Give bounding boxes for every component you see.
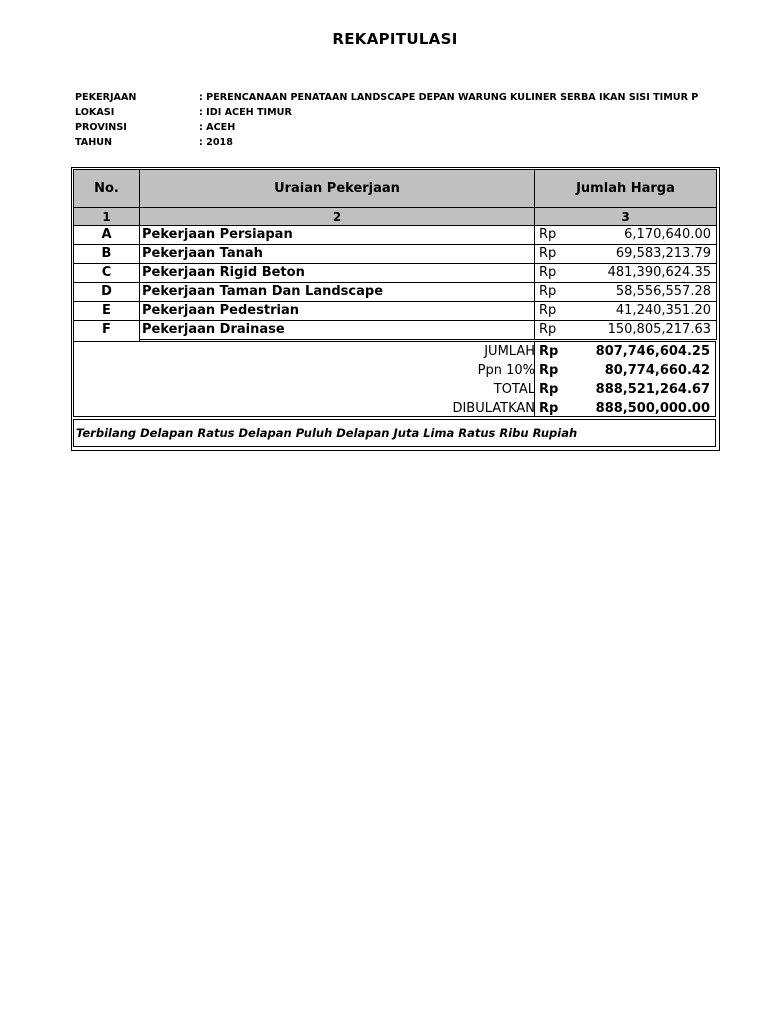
header-jumlah-harga: Jumlah Harga xyxy=(534,169,717,208)
row-amount: 69,583,213.79 xyxy=(615,246,711,261)
row-code: F xyxy=(73,320,140,341)
row-amount: 481,390,624.35 xyxy=(607,265,711,280)
header-no: No. xyxy=(73,169,140,208)
meta-value: : IDI ACEH TIMUR xyxy=(199,107,292,118)
meta-value: : 2018 xyxy=(199,137,233,148)
row-code: D xyxy=(73,282,140,302)
row-currency: Rp xyxy=(539,246,557,261)
row-code: A xyxy=(73,225,140,245)
row-amount-cell xyxy=(534,225,717,245)
row-currency: Rp xyxy=(539,227,557,242)
row-currency: Rp xyxy=(539,303,557,318)
row-item: Pekerjaan Rigid Beton xyxy=(139,263,535,283)
summary-label: DIBULATKAN xyxy=(452,401,535,416)
summary-label: JUMLAH xyxy=(484,344,535,359)
row-item: Pekerjaan Tanah xyxy=(139,244,535,264)
meta-key: TAHUN xyxy=(75,137,113,148)
meta-key: LOKASI xyxy=(75,107,115,118)
row-amount: 6,170,640.00 xyxy=(624,227,711,242)
row-currency: Rp xyxy=(539,284,557,299)
row-currency: Rp xyxy=(539,322,557,337)
row-amount: 41,240,351.20 xyxy=(615,303,711,318)
page-title: REKAPITULASI xyxy=(332,30,458,48)
row-code: B xyxy=(73,244,140,264)
row-item: Pekerjaan Drainase xyxy=(139,320,535,340)
summary-currency: Rp xyxy=(539,363,559,378)
summary-currency: Rp xyxy=(539,401,559,416)
row-currency: Rp xyxy=(539,265,557,280)
summary-row-jumlah xyxy=(74,342,715,361)
summary-label: Ppn 10% xyxy=(477,363,535,378)
column-number-1: 1 xyxy=(73,207,140,226)
row-amount-cell xyxy=(534,244,717,264)
summary-currency: Rp xyxy=(539,382,559,397)
summary-row-total xyxy=(74,380,715,399)
summary-amount: 888,500,000.00 xyxy=(595,401,710,416)
row-item: Pekerjaan Pedestrian xyxy=(139,301,535,321)
summary-row-ppn xyxy=(74,361,715,380)
meta-value: : PERENCANAAN PENATAAN LANDSCAPE DEPAN WARUNG KULINER SERBA IKAN SISI TIMUR P xyxy=(199,92,699,103)
row-item: Pekerjaan Persiapan xyxy=(139,225,535,245)
column-number-3: 3 xyxy=(534,207,717,226)
meta-row-tahun xyxy=(75,135,720,150)
meta-value: : ACEH xyxy=(199,122,236,133)
row-code: C xyxy=(73,263,140,283)
meta-key: PEKERJAAN xyxy=(75,92,137,103)
row-item: Pekerjaan Taman Dan Landscape xyxy=(139,282,535,302)
project-info xyxy=(75,90,720,150)
row-amount-cell xyxy=(534,282,717,302)
summary-amount: 807,746,604.25 xyxy=(595,344,710,359)
meta-row-lokasi xyxy=(75,105,720,120)
terbilang-text: Terbilang Delapan Ratus Delapan Puluh Delapan Juta Lima Ratus Ribu Rupiah xyxy=(73,419,716,447)
summary-amount: 80,774,660.42 xyxy=(604,363,710,378)
summary-row-dibulatkan xyxy=(74,399,715,418)
row-amount-cell xyxy=(534,320,717,340)
meta-row-pekerjaan xyxy=(75,90,720,105)
meta-row-provinsi xyxy=(75,120,720,135)
summary-amount: 888,521,264.67 xyxy=(595,382,710,397)
meta-key: PROVINSI xyxy=(75,122,127,133)
row-code: E xyxy=(73,301,140,321)
column-number-2: 2 xyxy=(139,207,535,226)
row-amount: 150,805,217.63 xyxy=(607,322,711,337)
recap-table xyxy=(71,167,720,451)
summary-currency: Rp xyxy=(539,344,559,359)
row-amount-cell xyxy=(534,301,717,321)
header-uraian: Uraian Pekerjaan xyxy=(139,169,535,208)
summary-label: TOTAL xyxy=(493,382,535,397)
row-amount: 58,556,557.28 xyxy=(615,284,711,299)
row-amount-cell xyxy=(534,263,717,283)
summary-block xyxy=(73,341,716,417)
